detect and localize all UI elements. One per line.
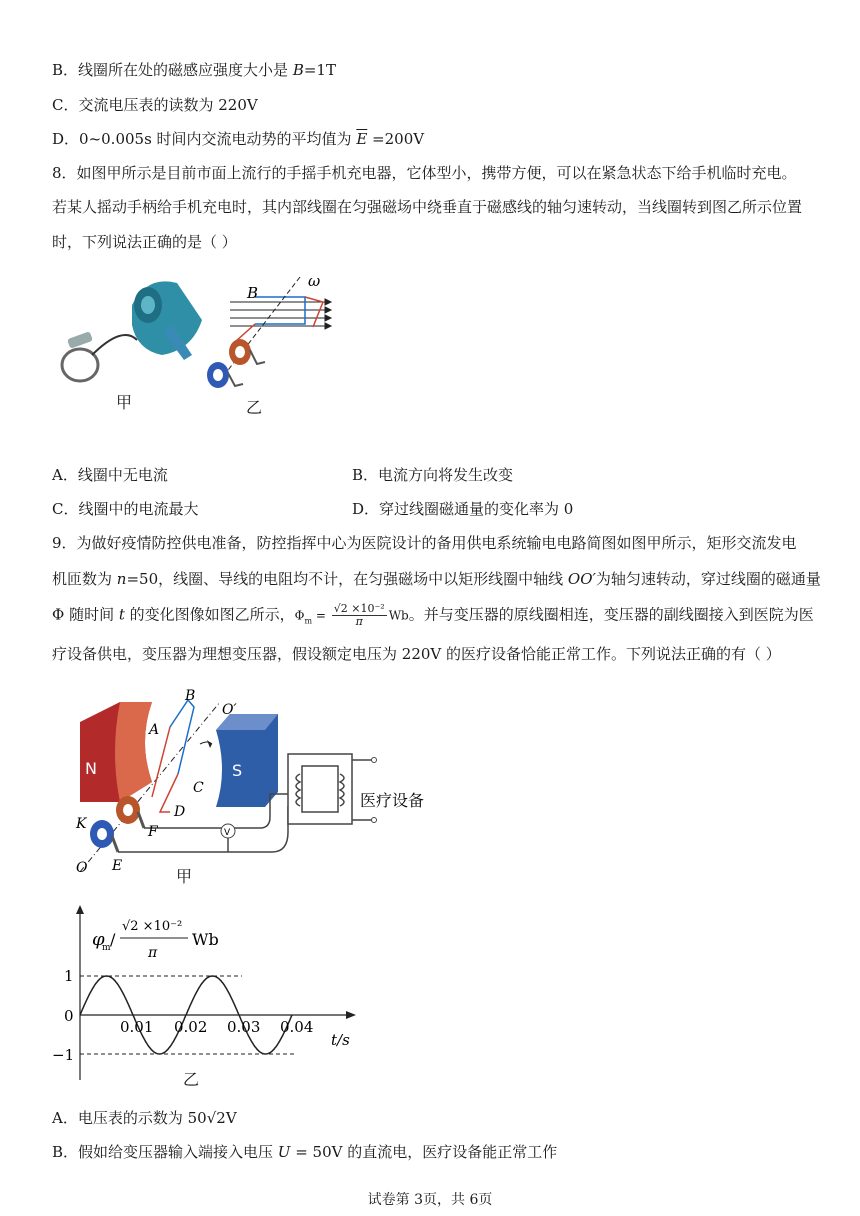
q7-option-b: B．线圈所在处的磁感应强度大小是 B=1T bbox=[52, 61, 336, 79]
coil-in-magnetic-field-figure bbox=[195, 272, 345, 397]
coil-d-label: D bbox=[174, 804, 186, 820]
q9-stem-line1: 9．为做好疫情防控供电准备，防控指挥中心为医院设计的备用供电系统输电电路简图如图甲所示，矩形交流发电 bbox=[52, 534, 797, 552]
generator-transformer-diagram bbox=[60, 682, 440, 872]
y-tick-0: 0 bbox=[64, 1007, 74, 1025]
hand-crank-charger-figure bbox=[52, 265, 212, 390]
q9-option-b: B．假如给变压器输入端接入电压 U = 50V 的直流电，医疗设备能正常工作 bbox=[52, 1143, 558, 1161]
x-tick-0.03: 0.03 bbox=[227, 1018, 261, 1036]
y-tick-neg1: −1 bbox=[52, 1046, 75, 1064]
q9-stem-line3: Φ 随时间 t 的变化图像如图乙所示，$\Phi_m$ = $\frac{\text{√2 ×10⁻²}}{\pi}$ Wb。并与变压器的原线圈相连，变压器的副线圈接入到医院为医 bbox=[52, 602, 814, 628]
y-axis-phi: φ bbox=[92, 929, 105, 950]
coil-b-label: B bbox=[185, 688, 196, 704]
x-tick-0.04: 0.04 bbox=[280, 1018, 314, 1036]
q8-option-c: C．线圈中的电流最大 bbox=[52, 500, 199, 518]
svg-text:/: / bbox=[110, 930, 116, 949]
coil-c-label: C bbox=[193, 780, 204, 796]
magnet-s-label: S bbox=[232, 761, 243, 780]
y-axis-sub: m bbox=[102, 943, 111, 953]
brush-e-label: E bbox=[112, 858, 123, 872]
q8-option-a: A．线圈中无电流 bbox=[52, 466, 168, 484]
axis-oprime-label: O′ bbox=[222, 702, 237, 718]
y-axis-numerator: √2 ×10⁻² bbox=[122, 919, 183, 934]
x-tick-0.01: 0.01 bbox=[120, 1018, 154, 1036]
q8-option-d: D．穿过线圈磁通量的变化率为 0 bbox=[352, 500, 574, 518]
x-tick-0.02: 0.02 bbox=[174, 1018, 208, 1036]
y-axis-denominator: π bbox=[148, 945, 158, 961]
q9-stem-line2: 机匝数为 n=50，线圈、导线的电阻均不计，在匀强磁场中以矩形线圈中轴线 OO′为轴匀速转动，穿过线圈的磁通量 bbox=[52, 570, 821, 588]
q8-stem-line1: 8．如图甲所示是目前市面上流行的手摇手机充电器，它体型小，携带方便，可以在紧急状态下给手机临时充电。 bbox=[52, 164, 797, 182]
x-axis-label: t/s bbox=[331, 1031, 350, 1049]
q7-option-d: D．0~0.005s 时间内交流电动势的平均值为 $\overline{E} =200V$ bbox=[52, 130, 425, 148]
voltmeter-label: V bbox=[224, 828, 231, 838]
medical-device-label: 医疗设备 bbox=[360, 791, 425, 810]
flux-time-graph bbox=[50, 905, 370, 1085]
field-b-label: B bbox=[247, 284, 259, 302]
y-axis-unit: Wb bbox=[192, 930, 219, 949]
phi-m-fraction: $\frac{\text{√2 ×10⁻²}}{\pi}$ bbox=[333, 602, 385, 628]
brush-f-label: F bbox=[148, 824, 158, 840]
q8-stem-line3: 时，下列说法正确的是（ ） bbox=[52, 233, 237, 251]
q9-option-a: A．电压表的示数为 50√2V bbox=[52, 1109, 237, 1127]
q9-stem-line4: 疗设备供电，变压器为理想变压器，假设额定电压为 220V 的医疗设备恰能正常工作。下列说法正确的有（ ） bbox=[52, 645, 781, 663]
q9-fig-jia-caption: 甲 bbox=[176, 867, 193, 886]
q8-stem-line2: 若某人摇动手柄给手机充电时，其内部线圈在匀强磁场中绕垂直于磁感线的轴匀速转动，当线圈转到图乙所示位置 bbox=[52, 198, 803, 216]
q9-fig-yi-caption: 乙 bbox=[183, 1070, 200, 1089]
q8-fig-jia-caption: 甲 bbox=[116, 393, 133, 412]
y-tick-1: 1 bbox=[64, 967, 74, 985]
ring-k-label: K bbox=[76, 816, 87, 832]
q8-option-b: B．电流方向将发生改变 bbox=[352, 466, 514, 484]
axis-o-label: O bbox=[76, 860, 88, 872]
q8-fig-yi-caption: 乙 bbox=[246, 398, 263, 417]
magnet-n-label: N bbox=[85, 759, 97, 778]
page-footer: 试卷第 3页，共 6页 bbox=[367, 1192, 493, 1208]
coil-a-label: A bbox=[149, 722, 160, 738]
q7-option-c: C．交流电压表的读数为 220V bbox=[52, 96, 258, 114]
omega-label: ω bbox=[308, 272, 321, 290]
